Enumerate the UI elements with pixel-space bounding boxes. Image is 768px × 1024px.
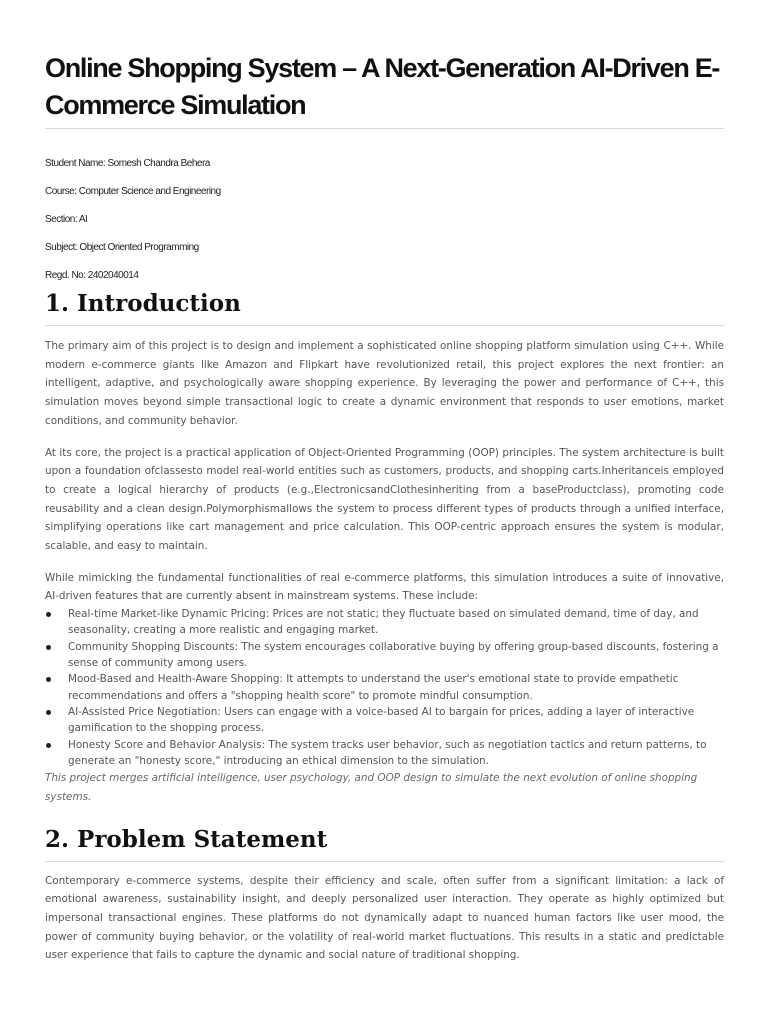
- document-page: [45, 50, 724, 965]
- registration-number: Regd. No: 2402040014: [45, 270, 139, 281]
- feature-list: [45, 606, 724, 769]
- list-item: AI-Assisted Price Negotiation: Users can engage with a voice-based AI to bargain for prices, adding a layer of interactive gamification to the shopping process.: [45, 704, 724, 737]
- bullet-icon: [46, 710, 51, 715]
- bullet-icon: [46, 612, 51, 617]
- subject-name: Subject: Object Oriented Programming: [45, 242, 199, 253]
- course-name: Course: Computer Science and Engineering: [45, 186, 221, 197]
- list-item: Honesty Score and Behavior Analysis: The system tracks user behavior, such as negotiation tactics and return patterns, to generate an "honesty score," introducing an ethical dimension to the simulation.: [45, 737, 724, 770]
- introduction-closing: This project merges artificial intelligence, user psychology, and OOP design to simulate the next evolution of online shopping systems.: [45, 772, 698, 803]
- section-name: Section: AI: [45, 214, 88, 225]
- list-item: Mood-Based and Health-Aware Shopping: It attempts to understand the user's emotional state to provide empathetic recommendations and offers a "shopping health score" to promote mindful consumption.: [45, 671, 724, 704]
- problem-statement-paragraph: Contemporary e-commerce systems, despite their efficiency and scale, often suffer from a significant limitation: a lack of emotional awareness, sustainability insight, and deeply personalized user interaction. They operate as highly optimized but impersonal transactional engines. These platforms do not dynamically adapt to nuanced human factors like user mood, the power of community buying behavior, or the volatility of real-world market fluctuations. This results in a static and predictable user experience that fails to capture the dynamic and social nature of traditional shopping.: [45, 874, 724, 962]
- student-name: Student Name: Somesh Chandra Behera: [45, 158, 210, 169]
- introduction-heading: 1. Introduction: [45, 289, 724, 326]
- problem-statement-heading: 2. Problem Statement: [45, 825, 724, 862]
- student-info: [45, 157, 724, 297]
- bullet-icon: [46, 677, 51, 682]
- introduction-paragraph-1: The primary aim of this project is to design and implement a sophisticated online shopping platform simulation using C++. While modern e-commerce giants like Amazon and Flipkart have revolutionized retail, this project explores the next frontier: an intelligent, adaptive, and psychologically aware shopping experience. By leveraging the power and performance of C++, this simulation moves beyond simple transactional logic to create a dynamic environment that responds to user emotions, market conditions, and community behavior.: [45, 340, 724, 427]
- bullet-icon: [46, 645, 51, 650]
- bullet-icon: [46, 743, 51, 748]
- document-title: Online Shopping System – A Next-Generation AI-Driven E-Commerce Simulation: [45, 50, 724, 129]
- list-item: Community Shopping Discounts: The system encourages collaborative buying by offering group-based discounts, fostering a sense of community among users.: [45, 639, 724, 672]
- list-item: Real-time Market-like Dynamic Pricing: Prices are not static; they fluctuate based on simulated demand, time of day, and seasonality, creating a more realistic and engaging market.: [45, 606, 724, 639]
- introduction-paragraph-2: At its core, the project is a practical application of Object-Oriented Programming (OOP) principles. The system architecture is built upon a foundation ofclassesto model real-world entities such as customers, products, and shopping carts.Inheritanceis employed to create a logical hierarchy of products (e.g.,ElectronicsandClothesinheriting from a baseProductclass), promoting code reusability and a clean design.Polymorphismallows the system to process different types of products through a unified interface, simplifying operations like cart management and price calculation. This OOP-centric approach ensures the system is modular, scalable, and easy to maintain.: [45, 446, 724, 553]
- introduction-paragraph-3: While mimicking the fundamental functionalities of real e-commerce platforms, this simulation introduces a suite of innovative, AI-driven features that are currently absent in mainstream systems. These include:: [45, 571, 724, 603]
